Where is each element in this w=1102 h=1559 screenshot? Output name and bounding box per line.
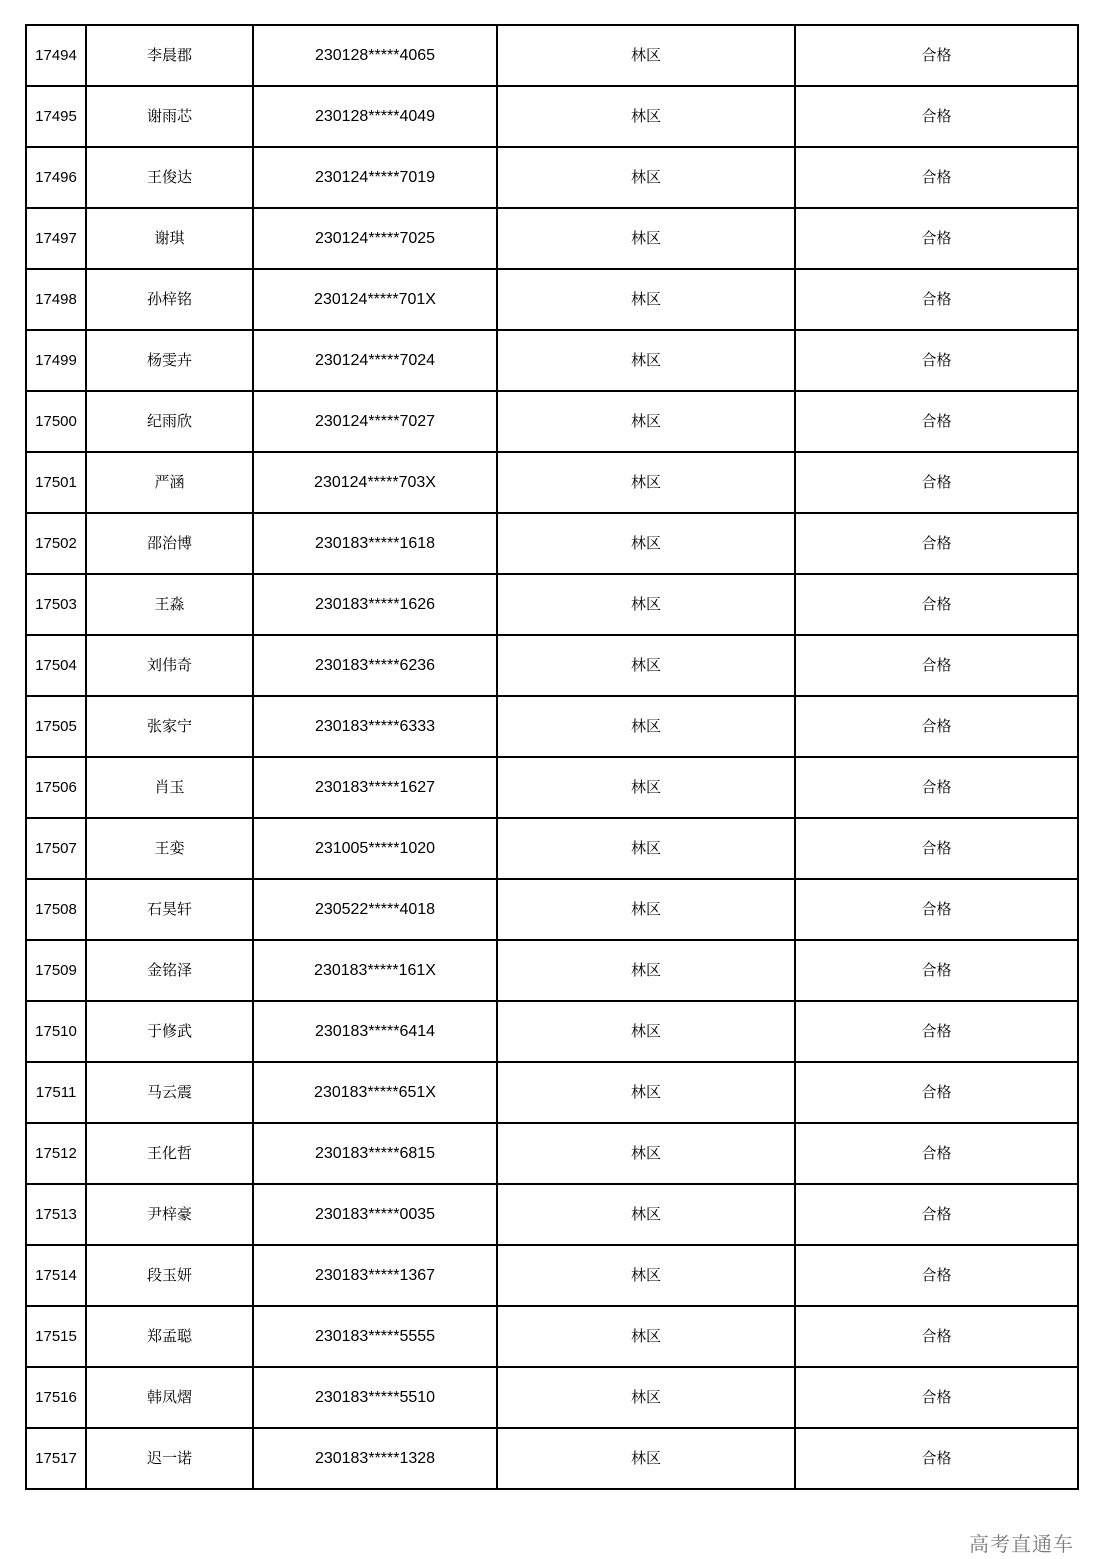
row-number: 17509 [26,940,86,1001]
id-card-number: 230124*****703X [253,452,497,513]
region: 林区 [497,1428,795,1489]
row-number: 17517 [26,1428,86,1489]
row-number: 17510 [26,1001,86,1062]
row-number: 17496 [26,147,86,208]
table-row [26,1306,1078,1367]
person-name: 谢琪 [86,208,253,269]
person-name: 肖玉 [86,757,253,818]
table-row [26,330,1078,391]
id-card-number: 230522*****4018 [253,879,497,940]
person-name: 郑孟聪 [86,1306,253,1367]
table-row [26,86,1078,147]
result: 合格 [795,1184,1078,1245]
region: 林区 [497,452,795,513]
id-card-number: 230183*****1328 [253,1428,497,1489]
row-number: 17502 [26,513,86,574]
row-number: 17498 [26,269,86,330]
result: 合格 [795,1123,1078,1184]
table-row [26,1001,1078,1062]
id-card-number: 230183*****6414 [253,1001,497,1062]
id-card-number: 230124*****701X [253,269,497,330]
person-name: 王娈 [86,818,253,879]
row-number: 17503 [26,574,86,635]
table-row [26,757,1078,818]
table-row [26,1367,1078,1428]
region: 林区 [497,818,795,879]
region: 林区 [497,330,795,391]
region: 林区 [497,1367,795,1428]
region: 林区 [497,1123,795,1184]
person-name: 韩凤熠 [86,1367,253,1428]
person-name: 迟一诺 [86,1428,253,1489]
region: 林区 [497,1062,795,1123]
region: 林区 [497,208,795,269]
row-number: 17507 [26,818,86,879]
result: 合格 [795,574,1078,635]
id-card-number: 230183*****1626 [253,574,497,635]
result: 合格 [795,208,1078,269]
id-card-number: 230124*****7024 [253,330,497,391]
region: 林区 [497,1001,795,1062]
person-name: 纪雨欣 [86,391,253,452]
result: 合格 [795,757,1078,818]
result: 合格 [795,452,1078,513]
table-row [26,574,1078,635]
table-row [26,818,1078,879]
table-row [26,1428,1078,1489]
region: 林区 [497,879,795,940]
table-row [26,1062,1078,1123]
table-row [26,391,1078,452]
region: 林区 [497,757,795,818]
id-card-number: 230183*****651X [253,1062,497,1123]
result: 合格 [795,147,1078,208]
id-card-number: 230183*****1627 [253,757,497,818]
table-row [26,513,1078,574]
table-row [26,452,1078,513]
result: 合格 [795,635,1078,696]
roster-table [25,24,1079,1490]
person-name: 尹梓豪 [86,1184,253,1245]
table-row [26,879,1078,940]
result: 合格 [795,818,1078,879]
id-card-number: 230128*****4049 [253,86,497,147]
person-name: 刘伟奇 [86,635,253,696]
result: 合格 [795,1367,1078,1428]
watermark-text: 高考直通车 [969,1532,1074,1556]
row-number: 17512 [26,1123,86,1184]
result: 合格 [795,330,1078,391]
row-number: 17500 [26,391,86,452]
person-name: 谢雨芯 [86,86,253,147]
result: 合格 [795,1062,1078,1123]
region: 林区 [497,513,795,574]
row-number: 17513 [26,1184,86,1245]
table-row [26,269,1078,330]
result: 合格 [795,513,1078,574]
region: 林区 [497,574,795,635]
id-card-number: 230183*****6815 [253,1123,497,1184]
roster-table-body [26,25,1078,1489]
row-number: 17495 [26,86,86,147]
table-row [26,635,1078,696]
id-card-number: 230183*****1618 [253,513,497,574]
table-row [26,1123,1078,1184]
result: 合格 [795,940,1078,1001]
region: 林区 [497,1306,795,1367]
row-number: 17501 [26,452,86,513]
row-number: 17508 [26,879,86,940]
result: 合格 [795,696,1078,757]
id-card-number: 230183*****6333 [253,696,497,757]
region: 林区 [497,635,795,696]
region: 林区 [497,86,795,147]
region: 林区 [497,940,795,1001]
id-card-number: 230124*****7019 [253,147,497,208]
table-row [26,25,1078,86]
person-name: 王化哲 [86,1123,253,1184]
table-row [26,147,1078,208]
person-name: 王俊达 [86,147,253,208]
region: 林区 [497,269,795,330]
id-card-number: 230183*****5555 [253,1306,497,1367]
result: 合格 [795,25,1078,86]
result: 合格 [795,1001,1078,1062]
region: 林区 [497,696,795,757]
result: 合格 [795,879,1078,940]
person-name: 邵治博 [86,513,253,574]
id-card-number: 230183*****6236 [253,635,497,696]
id-card-number: 230128*****4065 [253,25,497,86]
region: 林区 [497,147,795,208]
table-row [26,208,1078,269]
person-name: 石昊轩 [86,879,253,940]
person-name: 段玉妍 [86,1245,253,1306]
row-number: 17511 [26,1062,86,1123]
id-card-number: 230183*****1367 [253,1245,497,1306]
region: 林区 [497,1184,795,1245]
person-name: 杨雯卉 [86,330,253,391]
result: 合格 [795,1428,1078,1489]
result: 合格 [795,269,1078,330]
table-row [26,1245,1078,1306]
row-number: 17504 [26,635,86,696]
row-number: 17515 [26,1306,86,1367]
person-name: 马云震 [86,1062,253,1123]
id-card-number: 230183*****161X [253,940,497,1001]
id-card-number: 230124*****7027 [253,391,497,452]
person-name: 王淼 [86,574,253,635]
row-number: 17516 [26,1367,86,1428]
row-number: 17506 [26,757,86,818]
id-card-number: 230183*****5510 [253,1367,497,1428]
id-card-number: 230124*****7025 [253,208,497,269]
result: 合格 [795,86,1078,147]
table-row [26,1184,1078,1245]
person-name: 于修武 [86,1001,253,1062]
table-row [26,696,1078,757]
region: 林区 [497,1245,795,1306]
table-row [26,940,1078,1001]
person-name: 金铭泽 [86,940,253,1001]
region: 林区 [497,25,795,86]
person-name: 孙梓铭 [86,269,253,330]
row-number: 17514 [26,1245,86,1306]
person-name: 严涵 [86,452,253,513]
row-number: 17497 [26,208,86,269]
row-number: 17499 [26,330,86,391]
result: 合格 [795,391,1078,452]
result: 合格 [795,1245,1078,1306]
person-name: 张家宁 [86,696,253,757]
id-card-number: 231005*****1020 [253,818,497,879]
person-name: 李晨郡 [86,25,253,86]
row-number: 17505 [26,696,86,757]
row-number: 17494 [26,25,86,86]
result: 合格 [795,1306,1078,1367]
region: 林区 [497,391,795,452]
id-card-number: 230183*****0035 [253,1184,497,1245]
